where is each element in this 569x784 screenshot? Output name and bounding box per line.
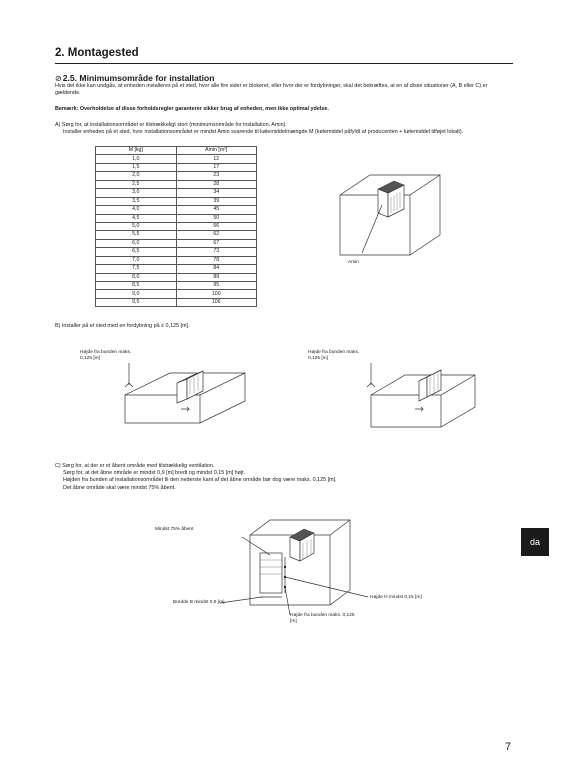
table-cell-amin: 62 bbox=[176, 231, 257, 239]
table-row bbox=[96, 273, 257, 281]
unit-front bbox=[378, 189, 388, 217]
table-cell-m: 6,0 bbox=[96, 239, 177, 247]
table-cell-amin: 89 bbox=[176, 273, 257, 281]
b-right-label: Højde fra bunden maks. 0,125 [m] bbox=[308, 350, 360, 361]
warning-circle-icon: ⊘ bbox=[55, 74, 62, 83]
label-open-area: Mindst 75% åbent bbox=[155, 527, 194, 532]
table-row bbox=[96, 197, 257, 205]
table-row bbox=[96, 290, 257, 298]
section-c-line1: C) Sørg for, at der er et åbent område med tilstrækkelig ventilation. bbox=[55, 463, 215, 469]
unit-front bbox=[290, 537, 300, 561]
table-cell-amin: 106 bbox=[176, 298, 257, 306]
section-a bbox=[55, 122, 513, 136]
title-rule bbox=[55, 63, 513, 64]
table-row bbox=[96, 172, 257, 180]
table-body bbox=[96, 155, 257, 307]
table-cell-m: 6,5 bbox=[96, 248, 177, 256]
table-cell-amin: 56 bbox=[176, 222, 257, 230]
table-cell-m: 1,0 bbox=[96, 155, 177, 163]
label-bottom: Højde fra bunden maks. 0,125 [m] bbox=[290, 613, 355, 624]
table-cell-amin: 28 bbox=[176, 180, 257, 188]
amin-table bbox=[95, 146, 257, 307]
b-left-label: Højde fra bunden maks. 0,125 [m] bbox=[80, 350, 132, 361]
table-cell-m: 4,0 bbox=[96, 206, 177, 214]
table-row bbox=[96, 282, 257, 290]
open-area-frame bbox=[260, 553, 282, 593]
table-cell-amin: 45 bbox=[176, 206, 257, 214]
section-c-line4: Det åbne område skal være mindst 75% åbent. bbox=[63, 484, 176, 491]
table-row bbox=[96, 239, 257, 247]
section-a-line2: Installer enheden på et sted, hvor installationsområdet er mindst Amin svarende til kølemiddelmængde M (kølemiddel påfyldt af producenten + kølemiddel tilføjet lokalt). bbox=[63, 129, 464, 135]
table-row bbox=[96, 180, 257, 188]
table-cell-amin: 23 bbox=[176, 172, 257, 180]
column-header-m: M [kg] bbox=[96, 147, 177, 155]
table-cell-m: 4,5 bbox=[96, 214, 177, 222]
note-text: Bemærk: Overholdelse af disse forholdsregler garanterer sikker brug af enheden, men ikke optimal ydelse. bbox=[55, 106, 329, 112]
table-cell-m: 3,5 bbox=[96, 197, 177, 205]
label-height: Højde H mindst 0,15 [m] bbox=[370, 595, 422, 600]
table-cell-m: 1,5 bbox=[96, 163, 177, 171]
table-cell-m: 3,0 bbox=[96, 189, 177, 197]
table-cell-m: 5,0 bbox=[96, 222, 177, 230]
page-number: 7 bbox=[505, 741, 512, 753]
table-cell-amin: 39 bbox=[176, 197, 257, 205]
subtitle bbox=[55, 73, 215, 83]
table-cell-m: 2,0 bbox=[96, 172, 177, 180]
table-cell-amin: 95 bbox=[176, 282, 257, 290]
table-cell-amin: 67 bbox=[176, 239, 257, 247]
table-cell-m: 9,5 bbox=[96, 298, 177, 306]
table-row bbox=[96, 163, 257, 171]
section-b-text: B) Installer på et sted med en fordybning på ≤ 0,125 [m]. bbox=[55, 323, 190, 329]
table-cell-amin: 73 bbox=[176, 248, 257, 256]
table-cell-amin: 84 bbox=[176, 265, 257, 273]
table-cell-m: 2,5 bbox=[96, 180, 177, 188]
table-row bbox=[96, 222, 257, 230]
figure-b-left bbox=[115, 355, 250, 445]
table-cell-m: 7,0 bbox=[96, 256, 177, 264]
table-cell-m: 8,5 bbox=[96, 282, 177, 290]
table-cell-amin: 34 bbox=[176, 189, 257, 197]
section-title: 2. Montagested bbox=[55, 47, 139, 59]
table-row bbox=[96, 214, 257, 222]
intro-text: Hvis det ikke kan undgås, at enheden installeres på et sted, hvor alle fire sider er blokeret, eller hvor der er fordybninger, skal det bekræftes, at en af disse situationer (A, B eller C) er gældende. bbox=[55, 83, 488, 97]
section-a-line1: A) Sørg for, at installationsområdet er tilstrækkeligt stort (minimumsområde for installation, Amin). bbox=[55, 122, 287, 128]
table-header-row bbox=[96, 147, 257, 155]
subtitle-text: 2.5. Minimumsområde for installation bbox=[62, 73, 215, 83]
table-cell-amin: 50 bbox=[176, 214, 257, 222]
table-row bbox=[96, 256, 257, 264]
table-cell-m: 7,5 bbox=[96, 265, 177, 273]
table-row bbox=[96, 248, 257, 256]
table-row bbox=[96, 298, 257, 306]
table-row bbox=[96, 231, 257, 239]
table-cell-m: 9,0 bbox=[96, 290, 177, 298]
table-cell-m: 8,0 bbox=[96, 273, 177, 281]
section-c-line2: Sørg for, at det åbne område er mindst 0,9 [m] bredt og mindst 0,15 [m] højt. bbox=[63, 470, 246, 477]
figure-b-right bbox=[365, 355, 480, 435]
section-c bbox=[55, 463, 513, 492]
table-row bbox=[96, 155, 257, 163]
language-tab: da bbox=[521, 528, 549, 556]
label-width: Bredde B mindst 0,9 [m] bbox=[173, 600, 225, 605]
table-row bbox=[96, 189, 257, 197]
column-header-amin: Amin [m²] bbox=[176, 147, 257, 155]
table-row bbox=[96, 206, 257, 214]
figure-c-room bbox=[240, 515, 360, 610]
figure-a-room bbox=[330, 155, 450, 265]
table-cell-amin: 12 bbox=[176, 155, 257, 163]
table-cell-amin: 78 bbox=[176, 256, 257, 264]
amin-label: Amin bbox=[348, 260, 359, 265]
table-cell-amin: 100 bbox=[176, 290, 257, 298]
table-cell-amin: 17 bbox=[176, 163, 257, 171]
section-c-line3: Højden fra bunden af installationsområdet til den nederste kant af det åbne område bør dog være maks. 0,125 [m]. bbox=[63, 477, 337, 484]
table-row bbox=[96, 265, 257, 273]
table-cell-m: 5,5 bbox=[96, 231, 177, 239]
